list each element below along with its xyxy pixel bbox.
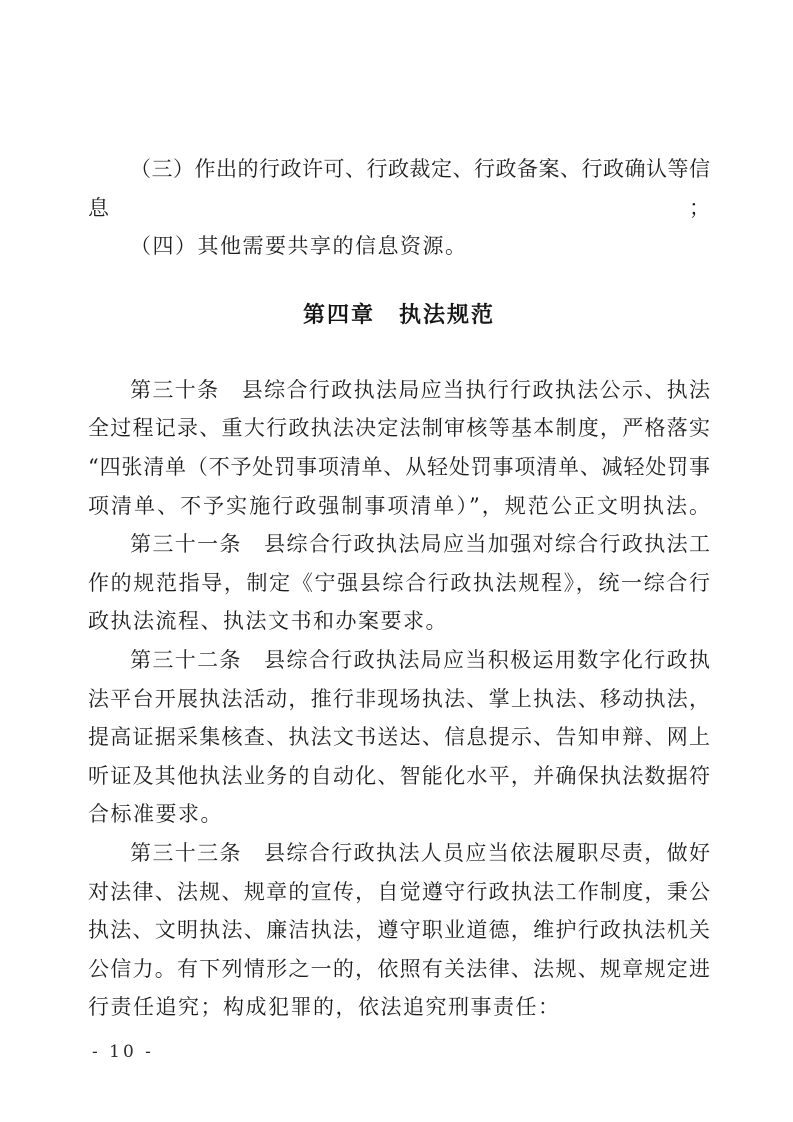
clause-line-4: （四）其他需要共享的信息资源。 <box>130 234 468 259</box>
article-30-line: 项清单、不予实施行政强制事项清单）”，规范公正文明执法。 <box>88 493 710 518</box>
article-33-line: 执法、文明执法、廉洁执法，遵守职业道德，维护行政执法机关 <box>88 918 710 943</box>
article-33-line: 对法律、法规、规章的宣传，自觉遵守行政执法工作制度，秉公 <box>88 879 710 904</box>
article-30-line: “四张清单（不予处罚事项清单、从轻处罚事项清单、减轻处罚事 <box>88 454 710 479</box>
article-31-line: 第三十一条 县综合行政执法局应当加强对综合行政执法工 <box>130 532 710 557</box>
article-33-line: 第三十三条 县综合行政执法人员应当依法履职尽责，做好 <box>130 840 710 865</box>
article-33-line: 公信力。有下列情形之一的，依照有关法律、法规、规章规定进 <box>88 956 710 981</box>
document-body <box>88 150 710 1027</box>
article-30-line: 全过程记录、重大行政执法决定法制审核等基本制度，严格落实 <box>88 416 710 441</box>
article-32-line: 听证及其他执法业务的自动化、智能化水平，并确保执法数据符 <box>88 763 710 788</box>
article-32-line: 法平台开展执法活动，推行非现场执法、掌上执法、移动执法， <box>88 686 710 711</box>
article-32-line: 第三十二条 县综合行政执法局应当积极运用数字化行政执 <box>130 647 710 672</box>
chapter-heading: 第四章 执法规范 <box>302 302 495 328</box>
page-number: - 10 - <box>92 1042 154 1062</box>
article-32-line: 合标准要求。 <box>88 802 223 827</box>
article-31-line: 政执法流程、执法文书和办案要求。 <box>88 609 448 634</box>
article-31-line: 作的规范指导，制定《宁强县综合行政执法规程》，统一综合行 <box>88 570 710 595</box>
article-33-line: 行责任追究；构成犯罪的，依法追究刑事责任： <box>88 995 561 1020</box>
clause-line-3: （三）作出的行政许可、行政裁定、行政备案、行政确认等信息； <box>88 157 710 220</box>
article-30-line: 第三十条 县综合行政执法局应当执行行政执法公示、执法 <box>130 377 710 402</box>
article-32-line: 提高证据采集核查、执法文书送达、信息提示、告知申辩、网上 <box>88 725 710 750</box>
